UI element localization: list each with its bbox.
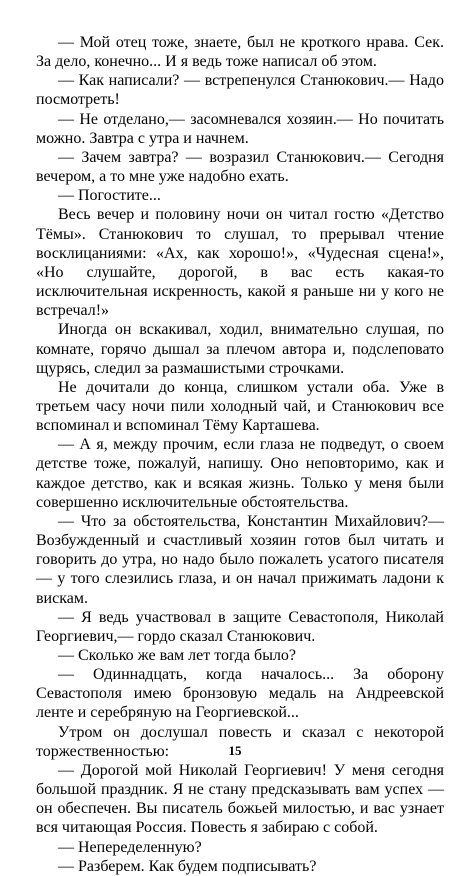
paragraph: — Дорогой мой Николай Георгиевич! У меня сегодня большой праздник. Я не стану предсказывать вам успех — он обеспечен. Вы писатель божьей милостью, и вас узнает вся читающая Россия. Повесть я забираю с собой. (36, 761, 444, 837)
paragraph: Утром он дослушал повесть и сказал с некоторой торжественностью: (36, 723, 444, 760)
page-number: 15 (228, 743, 242, 758)
paragraph: Весь вечер и половину ночи он читал гостю «Детство Тёмы». Станюкович то слушал, то прерывал чтение восклицаниями: «Ах, как хорошо!», «Чудесная сцена!», «Но слушайте, дорогой, в вас есть какая-то исключительная искренность, какой я раньше ни у кого не встречал!» (36, 206, 444, 320)
paragraph: — Я ведь участвовал в защите Севастополя, Николай Георгиевич,— гордо сказал Станюкович. (36, 608, 444, 645)
paragraph: — Разберем. Как будем подписывать? (58, 857, 317, 875)
paragraph: — Что за обстоятельства, Константин Михайлович?— Возбужденный и счастливый хозяин готов был читать и говорить до утра, но надо было пожалеть усатого писателя — у того слезились глаза, и он начал прижимать ладони к вискам. (36, 512, 444, 607)
paragraph: — Одиннадцать, когда началось... За оборону Севастополя имею бронзовую медаль на Андреевской ленте и серебряную на Георгиевской... (36, 666, 444, 722)
paragraph: — Как написали? — встрепенулся Станюкович.— Надо посмотреть! (36, 72, 444, 109)
paragraph: — Погостите... (58, 187, 161, 205)
paragraph: — Не отделано,— засомневался хозяин.— Но почитать можно. Завтра с утра и начнем. (36, 110, 444, 147)
paragraph: Иногда он вскакивал, ходил, внимательно слушая, по комнате, горячо дышал за плечом автора и, подслеповато щурясь, следил за размашистыми строчками. (36, 321, 444, 377)
paragraph: — Мой отец тоже, знаете, был не кроткого нрава. Сек. За дело, конечно... И я ведь тоже написал об этом. (36, 34, 444, 71)
paragraph: — А я, между прочим, если глаза не подведут, о своем детстве тоже, пожалуй, напишу. Оно неповторимо, как и каждое детство, как и всякая жизнь. Только у меня были совершенно исключительные обстоятельства. (36, 436, 444, 511)
paragraph: Не дочитали до конца, слишком устали оба. Уже в третьем часу ночи пили холодный чай, и Станюкович все вспоминал и вспоминал Тёму Карташева. (36, 378, 444, 435)
paragraph: — Сколько же вам лет тогда было? (58, 647, 297, 664)
paragraph: — Зачем завтра? — возразил Станюкович.— Сегодня вечером, а то мне уже надобно ехать. (36, 148, 444, 186)
paragraph: — Непеределенную? (58, 838, 202, 856)
